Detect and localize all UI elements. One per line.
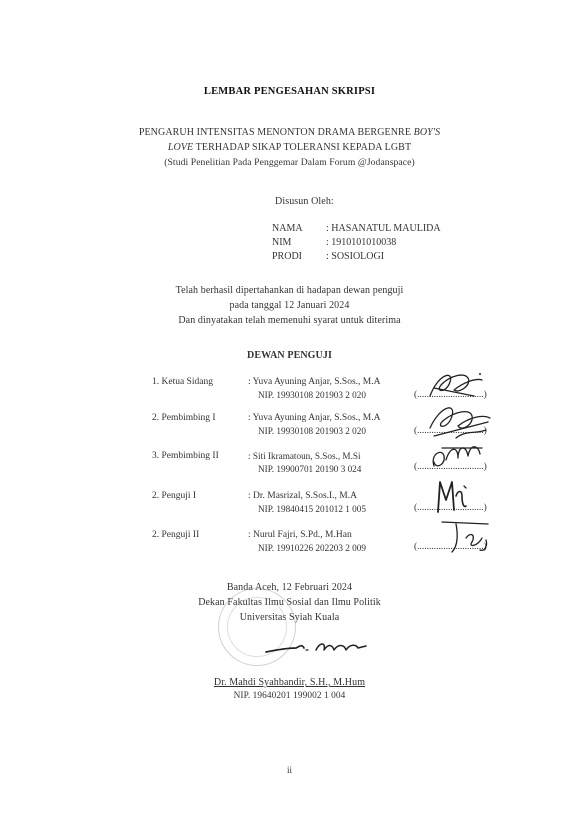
member-name: : Yuva Ayuning Anjar, S.Sos., M.A [248,413,381,423]
thesis-title-italic-2: LOVE [167,142,194,153]
member-nip: NIP. 19840415 201012 1 005 [258,504,366,514]
thesis-subtitle: (Studi Penelitian Pada Penggemar Dalam Forum @Jodanspace) [164,157,415,168]
approval-university: Universitas Syiah Kuala [239,612,340,623]
author-row-prodi [272,251,384,262]
document-title: LEMBAR PENGESAHAN SKRIPSI [203,86,376,97]
approval-place-date: Banda Aceh, 12 Februari 2024 [226,582,353,593]
defense-line-2: pada tanggal 12 Januari 2024 [229,300,350,311]
signature-4-icon [434,476,470,516]
signature-line: (............................) [414,462,487,472]
member-role: 2. Penguji II [152,530,200,540]
member-nip: NIP. 19930108 201903 2 020 [258,426,366,436]
author-value: : SOSIOLOGI [326,251,385,262]
defense-line-1: Telah berhasil dipertahankan di hadapan dewan penguji [175,285,404,296]
dean-name: Dr. Mahdi Syahbandir, S.H., M.Hum [213,677,366,688]
thesis-title-line-2 [0,142,579,153]
dean-nip: NIP. 19640201 199002 1 004 [233,691,346,701]
thesis-title-text-2: TERHADAP SIKAP TOLERANSI KEPADA LGBT [195,142,412,153]
thesis-title-italic-1: BOY'S [413,127,441,138]
page-number: ii [286,765,292,775]
defense-line-3: Dan dinyatakan telah memenuhi syarat untuk diterima [178,315,401,326]
author-label: NAMA [272,223,303,234]
member-name: : Nurul Fajri, S.Pd., M.Han [248,530,352,540]
author-row-name [272,223,441,234]
member-nip: NIP. 19900701 20190 3 024 [258,464,362,474]
author-label: PRODI [272,251,303,262]
board-heading: DEWAN PENGUJI [247,350,332,361]
member-name: : Dr. Masrizal, S.Sos.I., M.A [248,491,357,501]
signature-line: (............................) [414,390,487,400]
approval-position: Dekan Fakultas Ilmu Sosial dan Ilmu Politik [198,597,381,608]
author-heading: Disusun Oleh: [275,196,334,207]
member-name: : Yuva Ayuning Anjar, S.Sos., M.A [248,377,381,387]
signature-3-icon [428,440,486,476]
author-label: NIM [272,237,292,248]
member-role: 2. Penguji I [152,491,197,501]
author-value: : HASANATUL MAULIDA [326,223,441,234]
signature-line: (............................) [414,503,487,513]
dean-signature-icon [262,636,372,660]
member-role: 1. Ketua Sidang [152,377,213,387]
thesis-title-text-1: PENGARUH INTENSITAS MENONTON DRAMA BERGENRE [138,127,412,138]
member-nip: NIP. 19930108 201903 2 020 [258,390,366,400]
author-row-nim [272,237,396,248]
member-role: 2. Pembimbing I [152,413,216,423]
signature-5-icon [436,516,496,556]
member-nip: NIP. 19910226 202203 2 009 [258,543,366,553]
signature-2-icon [426,400,496,442]
member-name: : Siti Ikramatoun, S.Sos., M.Si [248,451,361,461]
thesis-title-line-1 [0,127,579,138]
signature-line: (............................) [414,542,487,552]
member-role: 3. Pembimbing II [152,451,219,461]
signature-line: (............................) [414,426,487,436]
author-value: : 1910101010038 [326,237,397,248]
